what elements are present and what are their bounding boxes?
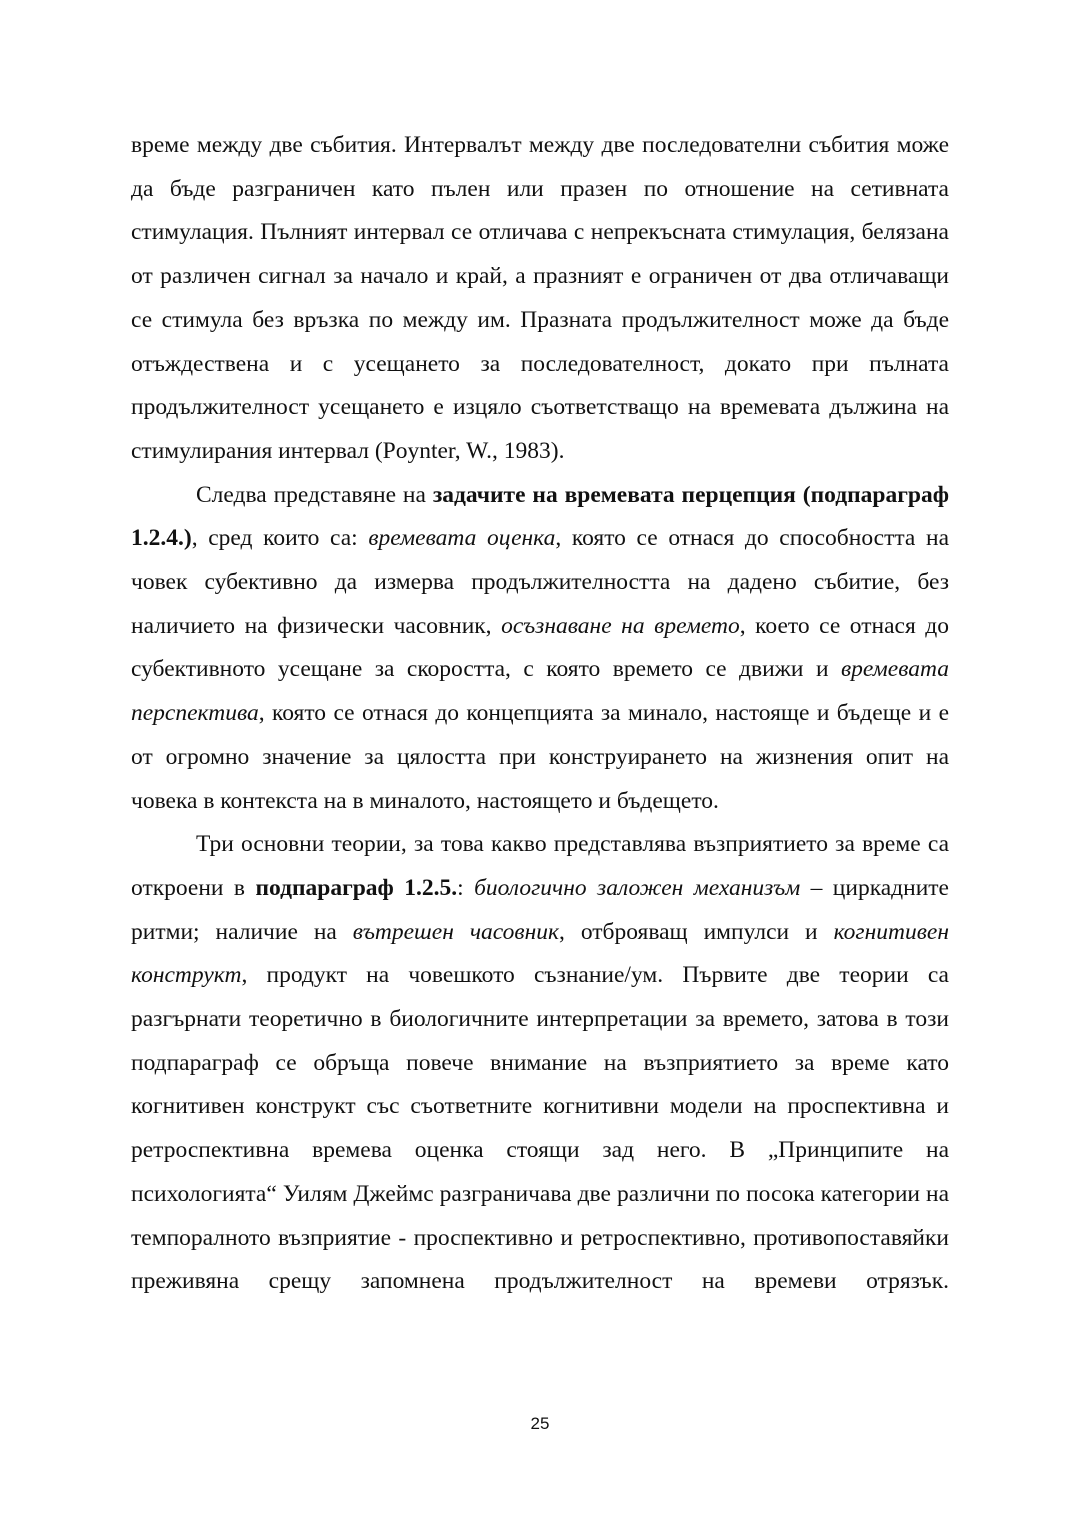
text-run: , сред които са: bbox=[191, 525, 369, 552]
text-run: вътрешен часовник bbox=[352, 918, 559, 945]
paragraph-3 bbox=[131, 823, 949, 1304]
paragraph-1 bbox=[131, 124, 949, 474]
text-run: , което се отнася до субективното усещане за скоростта, с която времето се движи и bbox=[131, 612, 950, 683]
text-run: Следва представяне на bbox=[196, 481, 433, 508]
text-run: подпараграф 1.2.5. bbox=[255, 874, 458, 901]
text-run: осъзнаване на времето bbox=[501, 612, 740, 639]
text-run: времевата перспектива bbox=[131, 656, 949, 727]
text-run: задачите на времевата перцепция (подпараграф 1.2.4.) bbox=[131, 481, 949, 552]
page-number: 25 bbox=[530, 1414, 550, 1433]
text-run: , продукт на човешкото съзнание/ум. Първите две теории са разгърнати теоретично в биологичните интерпретации за времето, затова в този подпараграф се обръща повече внимание на възприятието за време като когнитивен конструкт със съответните когнитивни модели на проспективна и ретроспективна времева оценка стоящи зад него. В „Принципите на психологията“ Уилям Джеймс разграничава две различни по посока категории на темпоралното възприятие - проспективно и ретроспективно, противопоставяйки преживяна срещу запомнена продължителност на времеви отрязък. bbox=[131, 962, 949, 1295]
text-run: когнитивен конструкт bbox=[131, 918, 950, 989]
text-run: : bbox=[457, 874, 475, 901]
text-run: Три основни теории, за това какво представлява възприятието за време са откроени в bbox=[131, 831, 949, 901]
text-run: времевата оценка bbox=[368, 525, 556, 552]
paragraph-2 bbox=[131, 474, 949, 824]
text-run: , отброяващ импулси и bbox=[558, 918, 834, 945]
text-run: – циркадните ритми; наличие на bbox=[131, 874, 949, 945]
text-run: време между две събития. Интервалът между две последователни събития може да бъде разграничен като пълен или празен по отношение на сетивната стимулация. Пълният интервал се отличава с непрекъсната стимулация, белязана от различен сигнал за начало и край, а празният е ограничен от два отличаващи се стимула без връзка по между им. Празната продължителност може да бъде отъждествена и с усещането за последователност, докато при пълната продължителност усещането е изцяло съответстващо на времевата дължина на стимулирания интервал (Poynter, W., 1983). bbox=[131, 132, 949, 464]
text-run: , която се отнася до способността на човек субективно да измерва продължителността на дадено събитие, без наличието на физически часовник, bbox=[131, 525, 949, 639]
text-run: биологично заложен механизъм bbox=[474, 874, 801, 901]
text-run: , която се отнася до концепцията за минало, настояще и бъдеще и е от огромно значение за цялостта при конструирането на жизнения опит на човека в контекста на в миналото, настоящето и бъдещето. bbox=[131, 700, 949, 814]
body-text bbox=[131, 124, 949, 1304]
